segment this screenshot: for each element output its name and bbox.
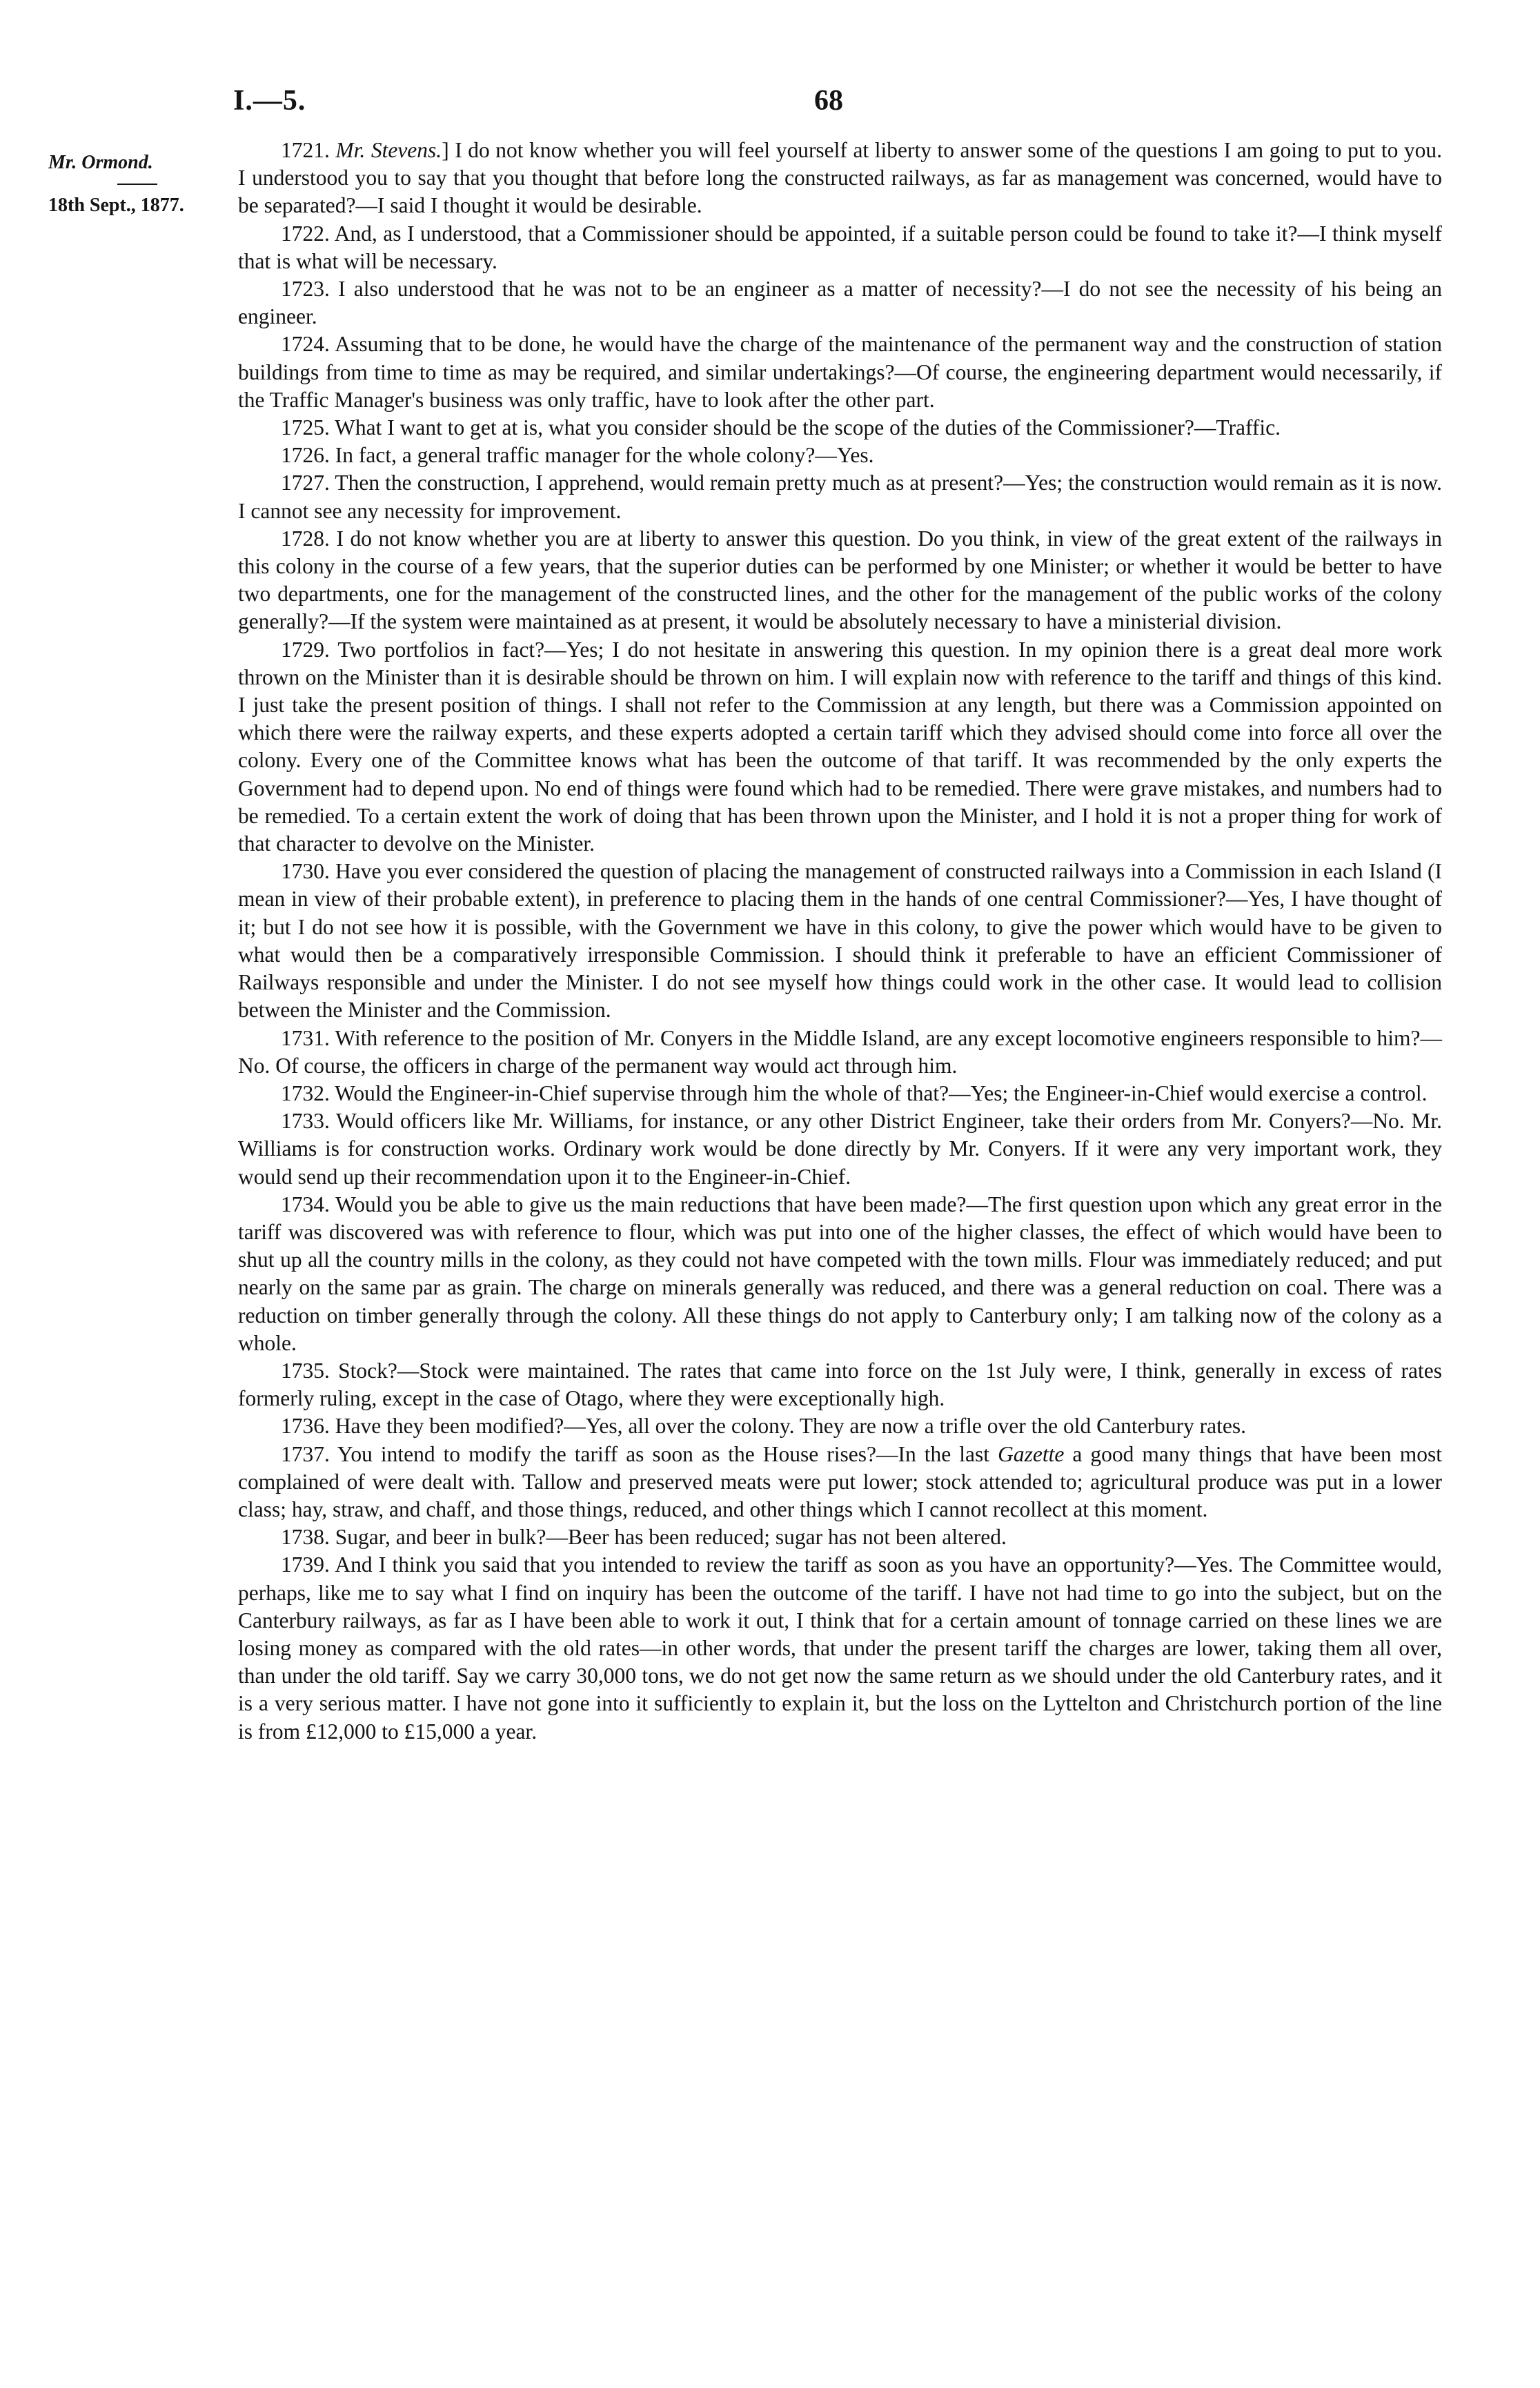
question-1734: 1734. Would you be able to give us the main reductions that have been made?—The first question upon which any great error in the tariff was discovered was with reference to flour, which was put into one of the higher classes, the effect of which would have been to shut up all the country mills in the colony, as they could not have competed with the town mills. Flour was immediately reduced; and put nearly on the same par as grain. The charge on minerals generally was reduced, and there was a general reduction on coal. There was a reduction on timber generally through the colony. All these things do not apply to Canterbury only; I am talking now of the colony as a whole. bbox=[238, 1192, 1442, 1355]
question-1738: 1738. Sugar, and beer in bulk?—Beer has been reduced; sugar has not been altered. bbox=[281, 1525, 1007, 1550]
question-1736: 1736. Have they been modified?—Yes, all over the colony. They are now a trifle over the old Canterbury rates. bbox=[281, 1414, 1246, 1439]
document-reference: I.—5. bbox=[233, 85, 306, 117]
margin-note bbox=[48, 149, 228, 219]
question-1726: 1726. In fact, a general traffic manager for the whole colony?—Yes. bbox=[281, 443, 874, 468]
question-1730: 1730. Have you ever considered the question of placing the management of constructed railways into a Commission in each Island (I mean in view of their probable extent), in preference to placing them in the hands of one central Commissioner?—Yes, I have thought of it; but I do not see how it is possible, with the Government we have in this colony, to give the power which would have to be given to what would then be a comparatively irresponsible Commission. I should think it preferable to have an efficient Commissioner of Railways responsible and under the Minister. I do not see myself how things could work in the other case. It would lead to collision between the Minister and the Commission. bbox=[238, 859, 1442, 1023]
question-1724: 1724. Assuming that to be done, he would have the charge of the maintenance of the permanent way and the construction of station buildings from time to time as may be required, and similar undertakings?—Of course, the engineering department would necessarily, if the Traffic Manager's business was only traffic, have to look after the other part. bbox=[238, 332, 1442, 412]
question-1735: 1735. Stock?—Stock were maintained. The rates that came into force on the 1st July were, I think, generally in excess of rates formerly ruling, except in the case of Otago, where they were exceptionally high. bbox=[238, 1358, 1442, 1411]
question-1721: 1721. Mr. Stevens.] I do not know whether you will feel yourself at liberty to answer some of the questions I am going to put to you. I understood you to say that you thought that before long the constructed railways, as far as management was concerned, would have to be separated?—I said I thought it would be desirable. bbox=[238, 138, 1443, 218]
question-1723: 1723. I also understood that he was not to be an engineer as a matter of necessity?—I do not see the necessity of his being an engineer. bbox=[238, 277, 1442, 329]
question-1728: 1728. I do not know whether you are at liberty to answer this question. Do you think, in view of the great extent of the railways in this colony in the course of a few years, that the superior duties can be performed by one Minister; or whether it would be better to have two departments, one for the management of the constructed lines, and the other for the management of the public works of the colony generally?—If the system were maintained as at present, it would be absolutely necessary to have a ministerial division. bbox=[238, 526, 1442, 634]
question-1727: 1727. Then the construction, I apprehend, would remain pretty much as at present?—Yes; the construction would remain as it is now. I cannot see any necessity for improvement. bbox=[238, 471, 1442, 523]
page-number: 68 bbox=[814, 85, 843, 117]
session-date: 18th Sept., 1877. bbox=[48, 195, 184, 216]
question-1739: 1739. And I think you said that you intended to review the tariff as soon as you have an opportunity?—Yes. The Committee would, perhaps, like me to say what I find on inquiry has been the outcome of the tariff. I have not had time to go into the subject, but on the Canterbury railways, as far as I have been able to work it out, I think that for a certain amount of tonnage carried on these lines we are losing money as compared with the old rates—in other words, that under the present tariff the charges are lower, taking them all over, than under the old tariff. Say we carry 30,000 tons, we do not get now the same return as we should under the old Canterbury rates, and it is a very serious matter. I have not gone into it sufficiently to explain it, but the loss on the Lyttelton and Christchurch portion of the line is from £12,000 to £15,000 a year. bbox=[238, 1552, 1442, 1744]
question-1722: 1722. And, as I understood, that a Commissioner should be appointed, if a suitable person could be found to take it?—I think myself that is what will be necessary. bbox=[238, 221, 1442, 273]
question-1733: 1733. Would officers like Mr. Williams, for instance, or any other District Engineer, take their orders from Mr. Conyers?—No. Mr. Williams is for construction works. Ordinary work would be done directly by Mr. Conyers. If it were any very important work, they would send up their recommendation upon it to the Engineer-in-Chief. bbox=[238, 1109, 1442, 1189]
witness-name: Mr. Ormond. bbox=[48, 152, 153, 173]
margin-divider bbox=[117, 184, 157, 185]
question-1731: 1731. With reference to the position of Mr. Conyers in the Middle Island, are any except locomotive engineers responsible to him?—No. Of course, the officers in charge of the permanent way would act through him. bbox=[238, 1025, 1442, 1078]
question-1729: 1729. Two portfolios in fact?—Yes; I do not hesitate in answering this question. In my opinion there is a great deal more work thrown on the Minister than it is desirable should be thrown on him. I will explain now with reference to the tariff and things of this kind. I just take the present position of things. I shall not refer to the Commission at any length, but there was a Commission appointed on which there were the railway experts, and these experts adopted a certain tariff which they advised should come into force all over the colony. Every one of the Committee knows what has been the outcome of that tariff. It was recommended by the only experts the Government had to depend upon. No end of things were found which had to be remedied. There were grave mistakes, and numbers had to be remedied. To a certain extent the work of doing that has been thrown upon the Minister, and I hold it is not a proper thing for work of that character to devolve on the Minister. bbox=[238, 637, 1442, 856]
evidence-body bbox=[238, 137, 1442, 1746]
question-1737: 1737. You intend to modify the tariff as soon as the House rises?—In the last Gazette a good many things that have been most complained of were dealt with. Tallow and preserved meats were put lower; stock attended to; agricultural produce was put in a lower class; hay, straw, and chaff, and those things, reduced, and other things which I cannot recollect at this moment. bbox=[238, 1441, 1442, 1521]
question-1732: 1732. Would the Engineer-in-Chief supervise through him the whole of that?—Yes; the Engineer-in-Chief would exercise a control. bbox=[281, 1080, 1428, 1105]
question-1725: 1725. What I want to get at is, what you consider should be the scope of the duties of the Commissioner?—Traffic. bbox=[281, 415, 1281, 440]
